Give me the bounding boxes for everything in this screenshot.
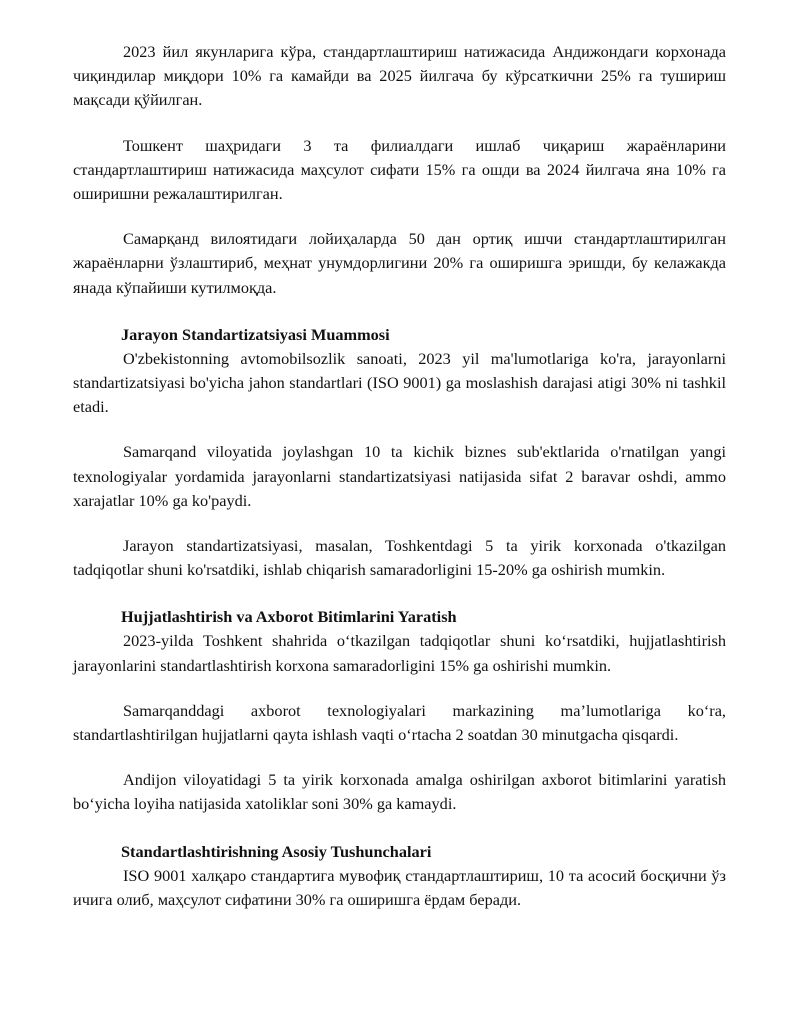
section-documentation	[73, 605, 726, 816]
section-basic-concepts	[73, 840, 726, 912]
document-page	[73, 40, 726, 933]
section-paragraph: Jarayon standartizatsiyasi, masalan, Toshkentdagi 5 ta yirik korxonada o'tkazilgan tadqiqotlar shuni ko'rsatdiki, ishlab chiqarish samaradorligini 15-20% ga oshirish mumkin.	[73, 536, 726, 580]
section-heading: Hujjatlashtirish va Axborot Bitimlarini Yaratish	[121, 607, 457, 627]
section-heading: Jarayon Standartizatsiyasi Muammosi	[121, 324, 390, 344]
section-paragraph: O'zbekistonning avtomobilsozlik sanoati, 2023 yil ma'lumotlariga ko'ra, jarayonlarni standartizatsiyasi bo'yicha jahon standartlari (ISO 9001) ga moslashish darajasi atigi 30% ni tashkil etadi.	[73, 348, 726, 417]
section-paragraph: ISO 9001 халқаро стандартига мувофиқ стандартлаштириш, 10 та асосий босқични ўз ичига олиб, маҳсулот сифатини 30% га оширишга ёрдам беради.	[73, 865, 726, 909]
intro-paragraph-3: Самарқанд вилоятидаги лойиҳаларда 50 дан ортиқ ишчи стандартлаштирилган жараёнларни ўзлаштириб, меҳнат унумдорлигини 20% га оширишга эришди, бу келажакда янада кўпайиши кутилмоқда.	[73, 229, 726, 297]
section-paragraph: Samarqand viloyatida joylashgan 10 ta kichik biznes sub'ektlarida o'rnatilgan yangi texnologiyalar yordamida jarayonlarni standartizatsiyasi natijasida sifat 2 baravar oshdi, ammo xarajatlar 10% ga ko'paydi.	[73, 442, 726, 510]
section-paragraph: 2023-yilda Toshkent shahrida o‘tkazilgan tadqiqotlar shuni ko‘rsatdiki, hujjatlashtirish jarayonlarini standartlashtirish korxona samaradorligini 15% ga oshirishi mumkin.	[73, 631, 726, 675]
section-paragraph: Andijon viloyatidagi 5 ta yirik korxonada amalga oshirilgan axborot bitimlarini yaratish bo‘yicha loyiha natijasida xatoliklar soni 30% ga kamaydi.	[73, 770, 726, 814]
section-heading: Standartlashtirishning Asosiy Tushunchalari	[121, 841, 432, 861]
intro-paragraph-2: Тошкент шаҳридаги 3 та филиалдаги ишлаб чиқариш жараёнларини стандартлаштириш натижасида маҳсулот сифати 15% га ошди ва 2024 йилгача яна 10% га оширишни режалаштирилган.	[73, 135, 726, 204]
section-paragraph: Samarqanddagi axborot texnologiyalari markazining ma’lumotlariga ko‘ra, standartlashtirilgan hujjatlarni qayta ishlash vaqti o‘rtacha 2 soatdan 30 minutgacha qisqardi.	[73, 700, 726, 745]
intro-paragraph-1: 2023 йил якунларига кўра, стандартлаштириш натижасида Андижондаги корхонада чиқиндилар миқдори 10% га камайди ва 2025 йилгача бу кўрсаткични 25% га тушириш мақсади қўйилган.	[73, 42, 726, 110]
section-process-standardization	[73, 323, 726, 583]
